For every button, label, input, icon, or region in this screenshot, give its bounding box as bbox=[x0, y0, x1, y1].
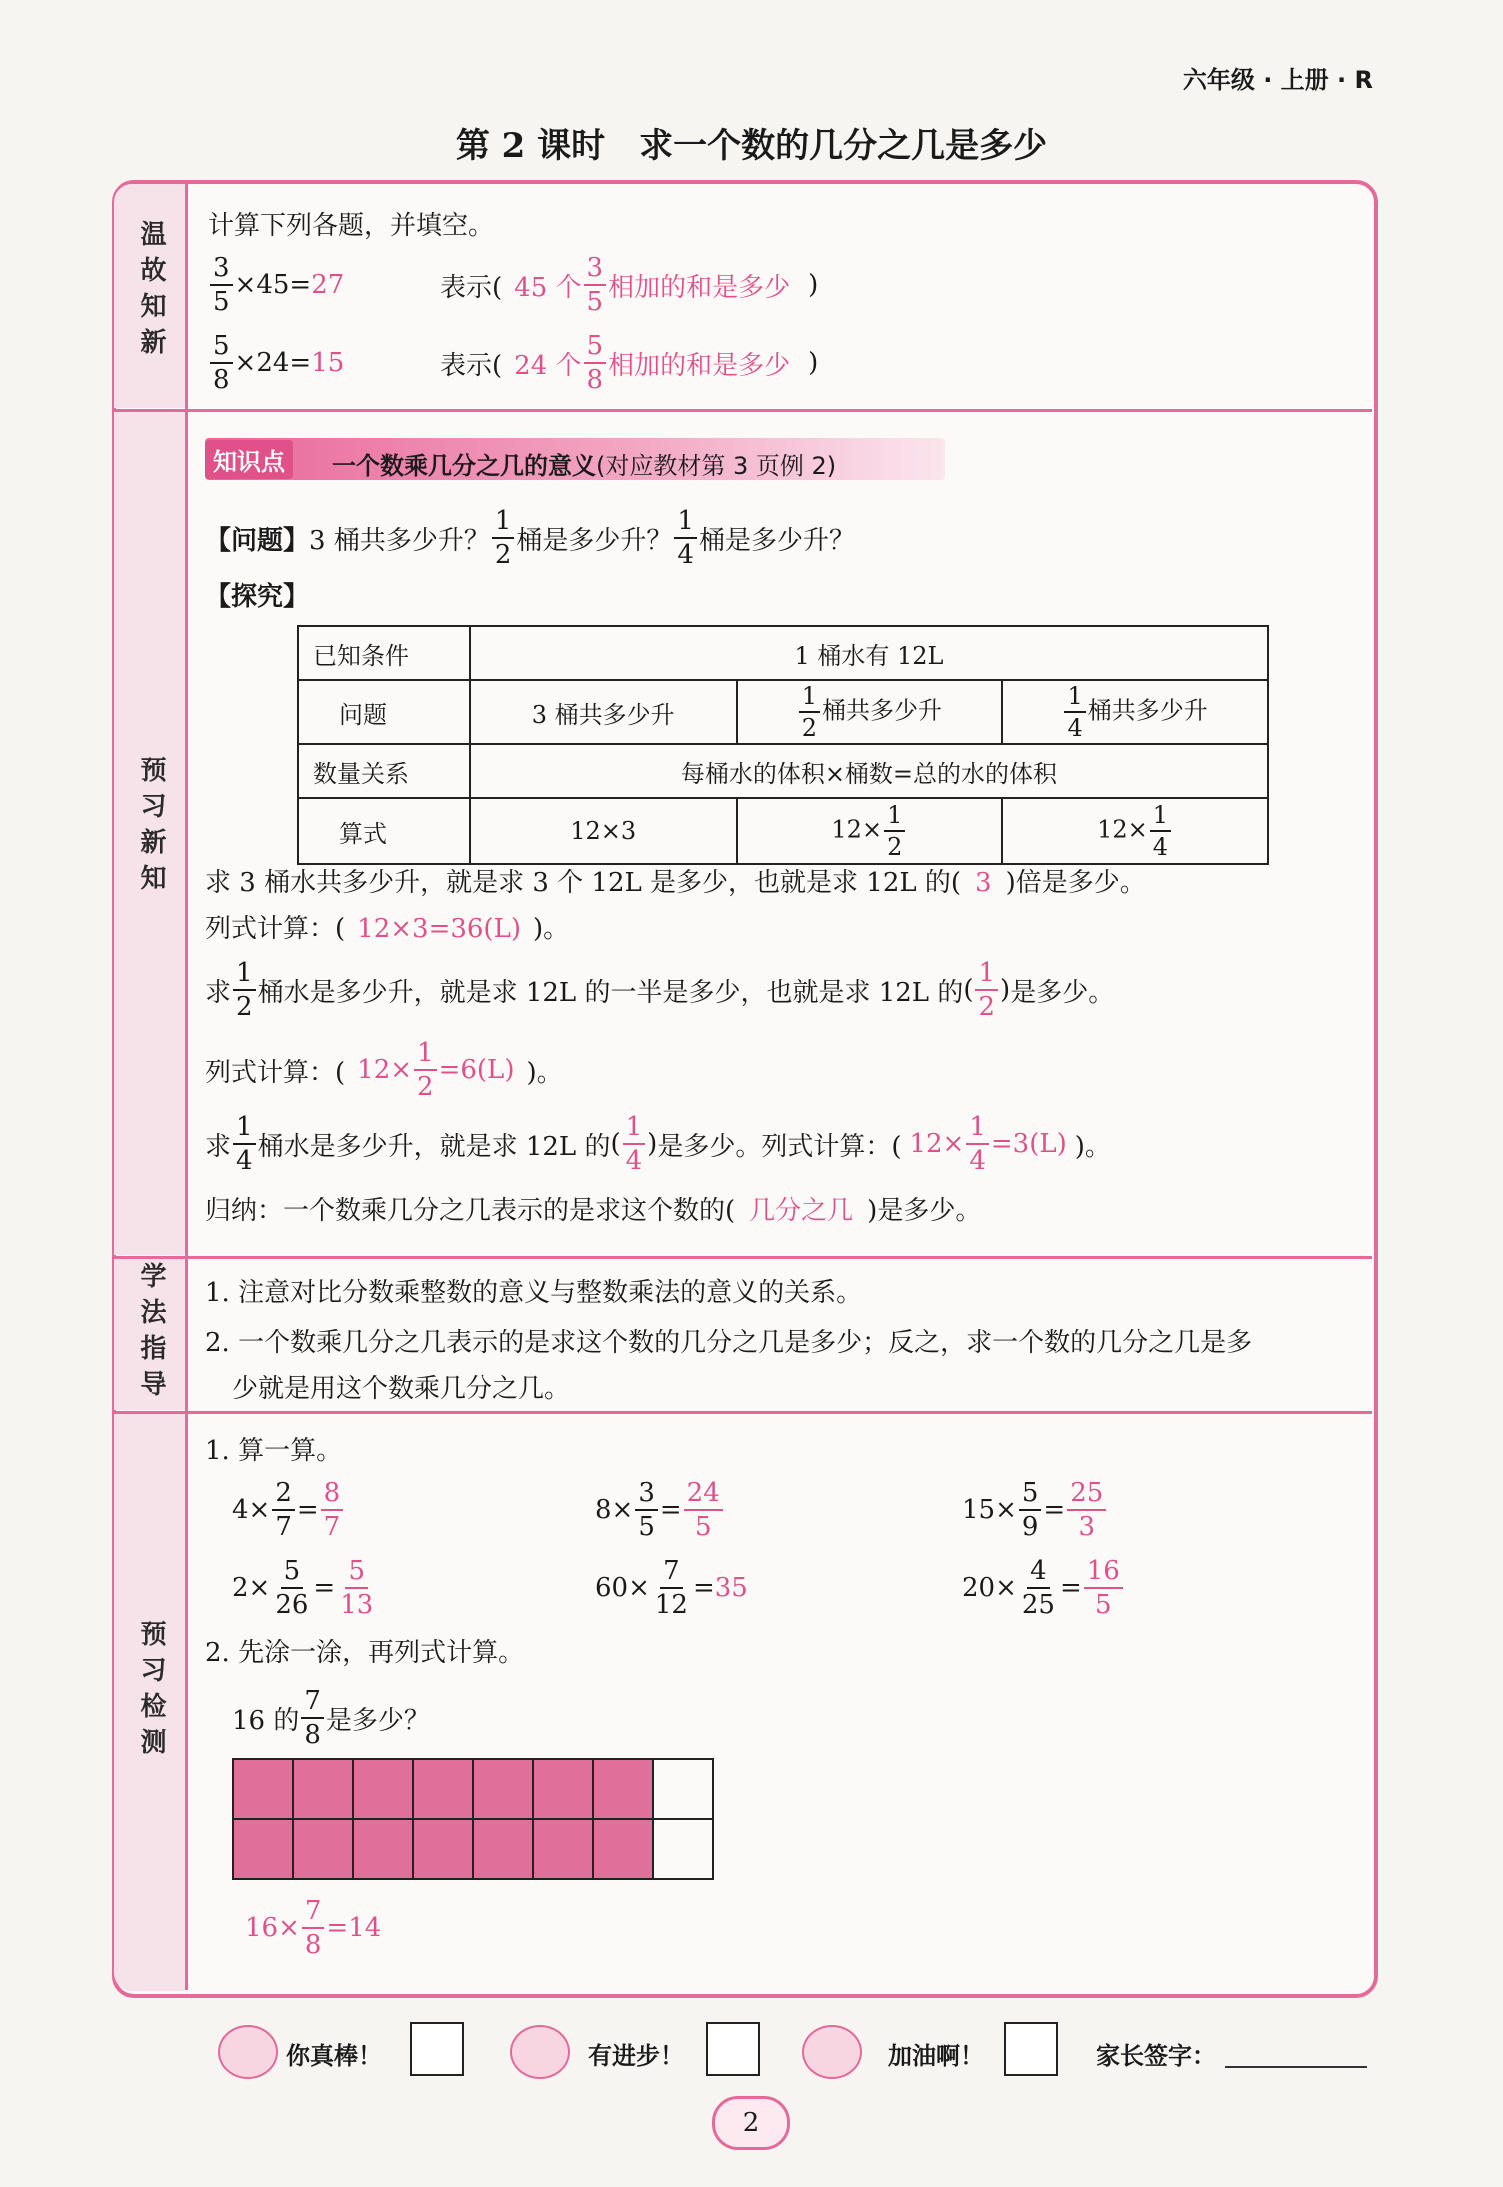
method-2a: 2. 一个数乘几分之几表示的是求这个数的几分之几是多少；反之，求一个数的几分之几是多 bbox=[205, 1328, 1253, 1358]
signature-line[interactable] bbox=[1225, 2066, 1367, 2068]
shading-grid bbox=[232, 1758, 714, 1880]
table-header-cell: 问题 bbox=[298, 680, 470, 744]
method-1: 1. 注意对比分数乘整数的意义与整数乘法的意义的关系。 bbox=[205, 1278, 863, 1308]
table-cell: 每桶水的体积×桶数=总的水的体积 bbox=[470, 744, 1268, 798]
divider-2 bbox=[114, 1256, 1372, 1259]
explore-table bbox=[297, 625, 1269, 865]
answer-fraction: $\frac{1}{4}$ bbox=[623, 1114, 646, 1174]
praise-checkbox-cheer[interactable] bbox=[1004, 2022, 1058, 2076]
answer: 27 bbox=[311, 270, 345, 300]
calc-item: 4× $\frac{2}{7}$ = $\frac{8}{7}$ bbox=[232, 1480, 345, 1540]
check-q2-answer: 16× $\frac{7}{8}$ =14 bbox=[245, 1896, 382, 1960]
fraction: $\frac{1}{2}$ bbox=[799, 684, 820, 740]
fraction: $\frac{3}{5}$ bbox=[584, 255, 607, 315]
grid-cell[interactable] bbox=[654, 1760, 714, 1820]
table-cell: $\frac{1}{2}$ 桶共多少升 bbox=[737, 680, 1003, 744]
praise-checkbox-great[interactable] bbox=[410, 2022, 464, 2076]
check-q2-prompt: 16 的 $\frac{7}{8}$ 是多少？ bbox=[232, 1686, 430, 1750]
fraction: $\frac{1}{4}$ bbox=[1064, 684, 1085, 740]
answer: 15 bbox=[311, 348, 345, 378]
divider-1 bbox=[114, 409, 1372, 412]
answer-fraction: $\frac{25}{3}$ bbox=[1067, 1480, 1106, 1540]
table-header-cell: 数量关系 bbox=[298, 744, 470, 798]
fraction: $\frac{4}{25}$ bbox=[1021, 1556, 1055, 1620]
table-cell: 1 桶水有 12L bbox=[470, 626, 1268, 680]
calc-item: 8× $\frac{3}{5}$ = $\frac{24}{5}$ bbox=[595, 1480, 725, 1540]
fraction: $\frac{5}{9}$ bbox=[1019, 1480, 1042, 1540]
calc-item: 20× $\frac{4}{25}$ = $\frac{16}{5}$ bbox=[962, 1558, 1125, 1618]
page-title: 第 2 课时 求一个数的几分之几是多少 bbox=[455, 126, 1048, 166]
fraction: $\frac{1}{4}$ bbox=[674, 508, 697, 568]
question-line: 【问题】 3 桶共多少升？ $\frac{1}{2}$ 桶是多少升？ $\frac{1}{4}$ 桶是多少升？ bbox=[205, 506, 855, 570]
answer-fraction: $\frac{5}{13}$ bbox=[340, 1556, 374, 1620]
section-label-review: 温故知新 bbox=[136, 220, 166, 364]
grid-cell-shaded[interactable] bbox=[354, 1760, 414, 1820]
knowledge-tag: 知识点 bbox=[205, 440, 293, 479]
praise-progress: 有进步！ bbox=[588, 2042, 684, 2070]
grid-cell-shaded[interactable] bbox=[294, 1760, 354, 1820]
smiley-icon bbox=[802, 2025, 862, 2079]
table-header-cell: 算式 bbox=[298, 798, 470, 864]
fraction: $\frac{1}{4}$ bbox=[966, 1114, 989, 1174]
answer: 35 bbox=[714, 1573, 748, 1603]
section-label-method: 学法指导 bbox=[136, 1262, 166, 1406]
explore-label: 【探究】 bbox=[205, 582, 310, 612]
table-row bbox=[298, 680, 1268, 744]
fraction: $\frac{5}{8}$ bbox=[210, 333, 233, 393]
table-row bbox=[298, 744, 1268, 798]
page-number: 2 bbox=[712, 2096, 790, 2150]
grid-cell-shaded[interactable] bbox=[534, 1820, 594, 1880]
review-row-1: $\frac{3}{5}$ ×45= 27 bbox=[208, 255, 344, 315]
calc-item: 2× $\frac{5}{26}$ = $\frac{5}{13}$ bbox=[232, 1558, 378, 1618]
section-label-check: 预习检测 bbox=[136, 1620, 166, 1764]
grid-cell-shaded[interactable] bbox=[414, 1760, 474, 1820]
grid-cell[interactable] bbox=[654, 1820, 714, 1880]
smiley-icon bbox=[510, 2025, 570, 2079]
fraction: $\frac{7}{12}$ bbox=[654, 1556, 688, 1620]
grid-cell-shaded[interactable] bbox=[474, 1760, 534, 1820]
step-4: 列式计算：( 12× $\frac{1}{2}$ =6(L) )。 bbox=[205, 1038, 563, 1102]
answer-fraction: $\frac{1}{2}$ bbox=[975, 960, 998, 1020]
parent-signature-label: 家长签字： bbox=[1096, 2042, 1216, 2070]
divider-3 bbox=[114, 1411, 1372, 1414]
grid-cell-shaded[interactable] bbox=[474, 1820, 534, 1880]
section-label-preview: 预习新知 bbox=[136, 756, 166, 900]
grid-cell-shaded[interactable] bbox=[594, 1820, 654, 1880]
praise-checkbox-progress[interactable] bbox=[706, 2022, 760, 2076]
answer-fraction: $\frac{8}{7}$ bbox=[321, 1480, 344, 1540]
grid-cell-shaded[interactable] bbox=[294, 1820, 354, 1880]
fraction: $\frac{2}{7}$ bbox=[272, 1480, 295, 1540]
table-cell: 12× $\frac{1}{2}$ bbox=[737, 798, 1003, 864]
answer-fraction: $\frac{24}{5}$ bbox=[684, 1480, 723, 1540]
review-meaning-1: 表示( 45 个 $\frac{3}{5}$ 相加的和是多少 ) bbox=[440, 253, 819, 317]
fraction: $\frac{5}{26}$ bbox=[275, 1556, 309, 1620]
table-header-cell: 已知条件 bbox=[298, 626, 470, 680]
method-2b: 少就是用这个数乘几分之几。 bbox=[232, 1374, 571, 1404]
table-row bbox=[298, 626, 1268, 680]
grid-cell-shaded[interactable] bbox=[534, 1760, 594, 1820]
step-2: 列式计算：( 12×3=36(L) )。 bbox=[205, 914, 570, 944]
fraction: $\frac{1}{2}$ bbox=[233, 960, 256, 1020]
step-6: 归纳：一个数乘几分之几表示的是求这个数的( 几分之几 )是多少。 bbox=[205, 1196, 982, 1226]
grid-cell-shaded[interactable] bbox=[594, 1760, 654, 1820]
grid-cell-shaded[interactable] bbox=[354, 1820, 414, 1880]
fraction: $\frac{1}{4}$ bbox=[233, 1114, 256, 1174]
table-cell: 12×3 bbox=[470, 798, 737, 864]
fraction: $\frac{1}{2}$ bbox=[884, 803, 905, 859]
grid-cell-shaded[interactable] bbox=[234, 1760, 294, 1820]
step-3: 求 $\frac{1}{2}$ 桶水是多少升，就是求 12L 的一半是多少，也就是求 12L 的 ( $\frac{1}{2}$ ) 是多少。 bbox=[205, 958, 1115, 1022]
grade-label: 六年级 · 上册 · R bbox=[1182, 66, 1373, 94]
calc-item: 15× $\frac{5}{9}$ = $\frac{25}{3}$ bbox=[962, 1480, 1108, 1540]
step-5: 求 $\frac{1}{4}$ 桶水是多少升，就是求 12L 的 ( $\frac{1}{4}$ ) 是多少。列式计算：( 12× $\frac{1}{4}$ =3(L) )。 bbox=[205, 1112, 1111, 1176]
review-intro: 计算下列各题，并填空。 bbox=[208, 211, 495, 241]
fraction: $\frac{1}{2}$ bbox=[492, 508, 515, 568]
check-q2: 2. 先涂一涂，再列式计算。 bbox=[205, 1638, 525, 1668]
review-row-2: $\frac{5}{8}$ ×24= 15 bbox=[208, 333, 344, 393]
grid-cell-shaded[interactable] bbox=[234, 1820, 294, 1880]
fraction: $\frac{3}{5}$ bbox=[635, 1480, 658, 1540]
smiley-icon bbox=[218, 2025, 278, 2079]
fraction: $\frac{7}{8}$ bbox=[301, 1688, 324, 1748]
check-q1: 1. 算一算。 bbox=[205, 1436, 343, 1466]
table-cell: $\frac{1}{4}$ 桶共多少升 bbox=[1002, 680, 1268, 744]
calc-item: 60× $\frac{7}{12}$ = 35 bbox=[595, 1556, 748, 1620]
review-meaning-2: 表示( 24 个 $\frac{5}{8}$ 相加的和是多少 ) bbox=[440, 331, 819, 395]
table-row bbox=[298, 798, 1268, 864]
fraction: $\frac{7}{8}$ bbox=[302, 1898, 325, 1958]
sidebar-divider bbox=[185, 184, 188, 1990]
praise-cheer: 加油啊！ bbox=[888, 2042, 984, 2070]
praise-great: 你真棒！ bbox=[286, 2042, 382, 2070]
fraction: $\frac{5}{8}$ bbox=[584, 333, 607, 393]
table-cell: 3 桶共多少升 bbox=[470, 680, 737, 744]
fraction: $\frac{1}{2}$ bbox=[414, 1040, 437, 1100]
knowledge-title: 一个数乘几分之几的意义(对应教材第 3 页例 2) bbox=[332, 452, 837, 480]
grid-cell-shaded[interactable] bbox=[414, 1820, 474, 1880]
step-1: 求 3 桶水共多少升，就是求 3 个 12L 是多少，也就是求 12L 的( 3 )倍是多少。 bbox=[205, 868, 1146, 898]
answer-fraction: $\frac{16}{5}$ bbox=[1084, 1558, 1123, 1618]
fraction: $\frac{3}{5}$ bbox=[210, 255, 233, 315]
table-cell: 12× $\frac{1}{4}$ bbox=[1002, 798, 1268, 864]
fraction: $\frac{1}{4}$ bbox=[1150, 803, 1171, 859]
